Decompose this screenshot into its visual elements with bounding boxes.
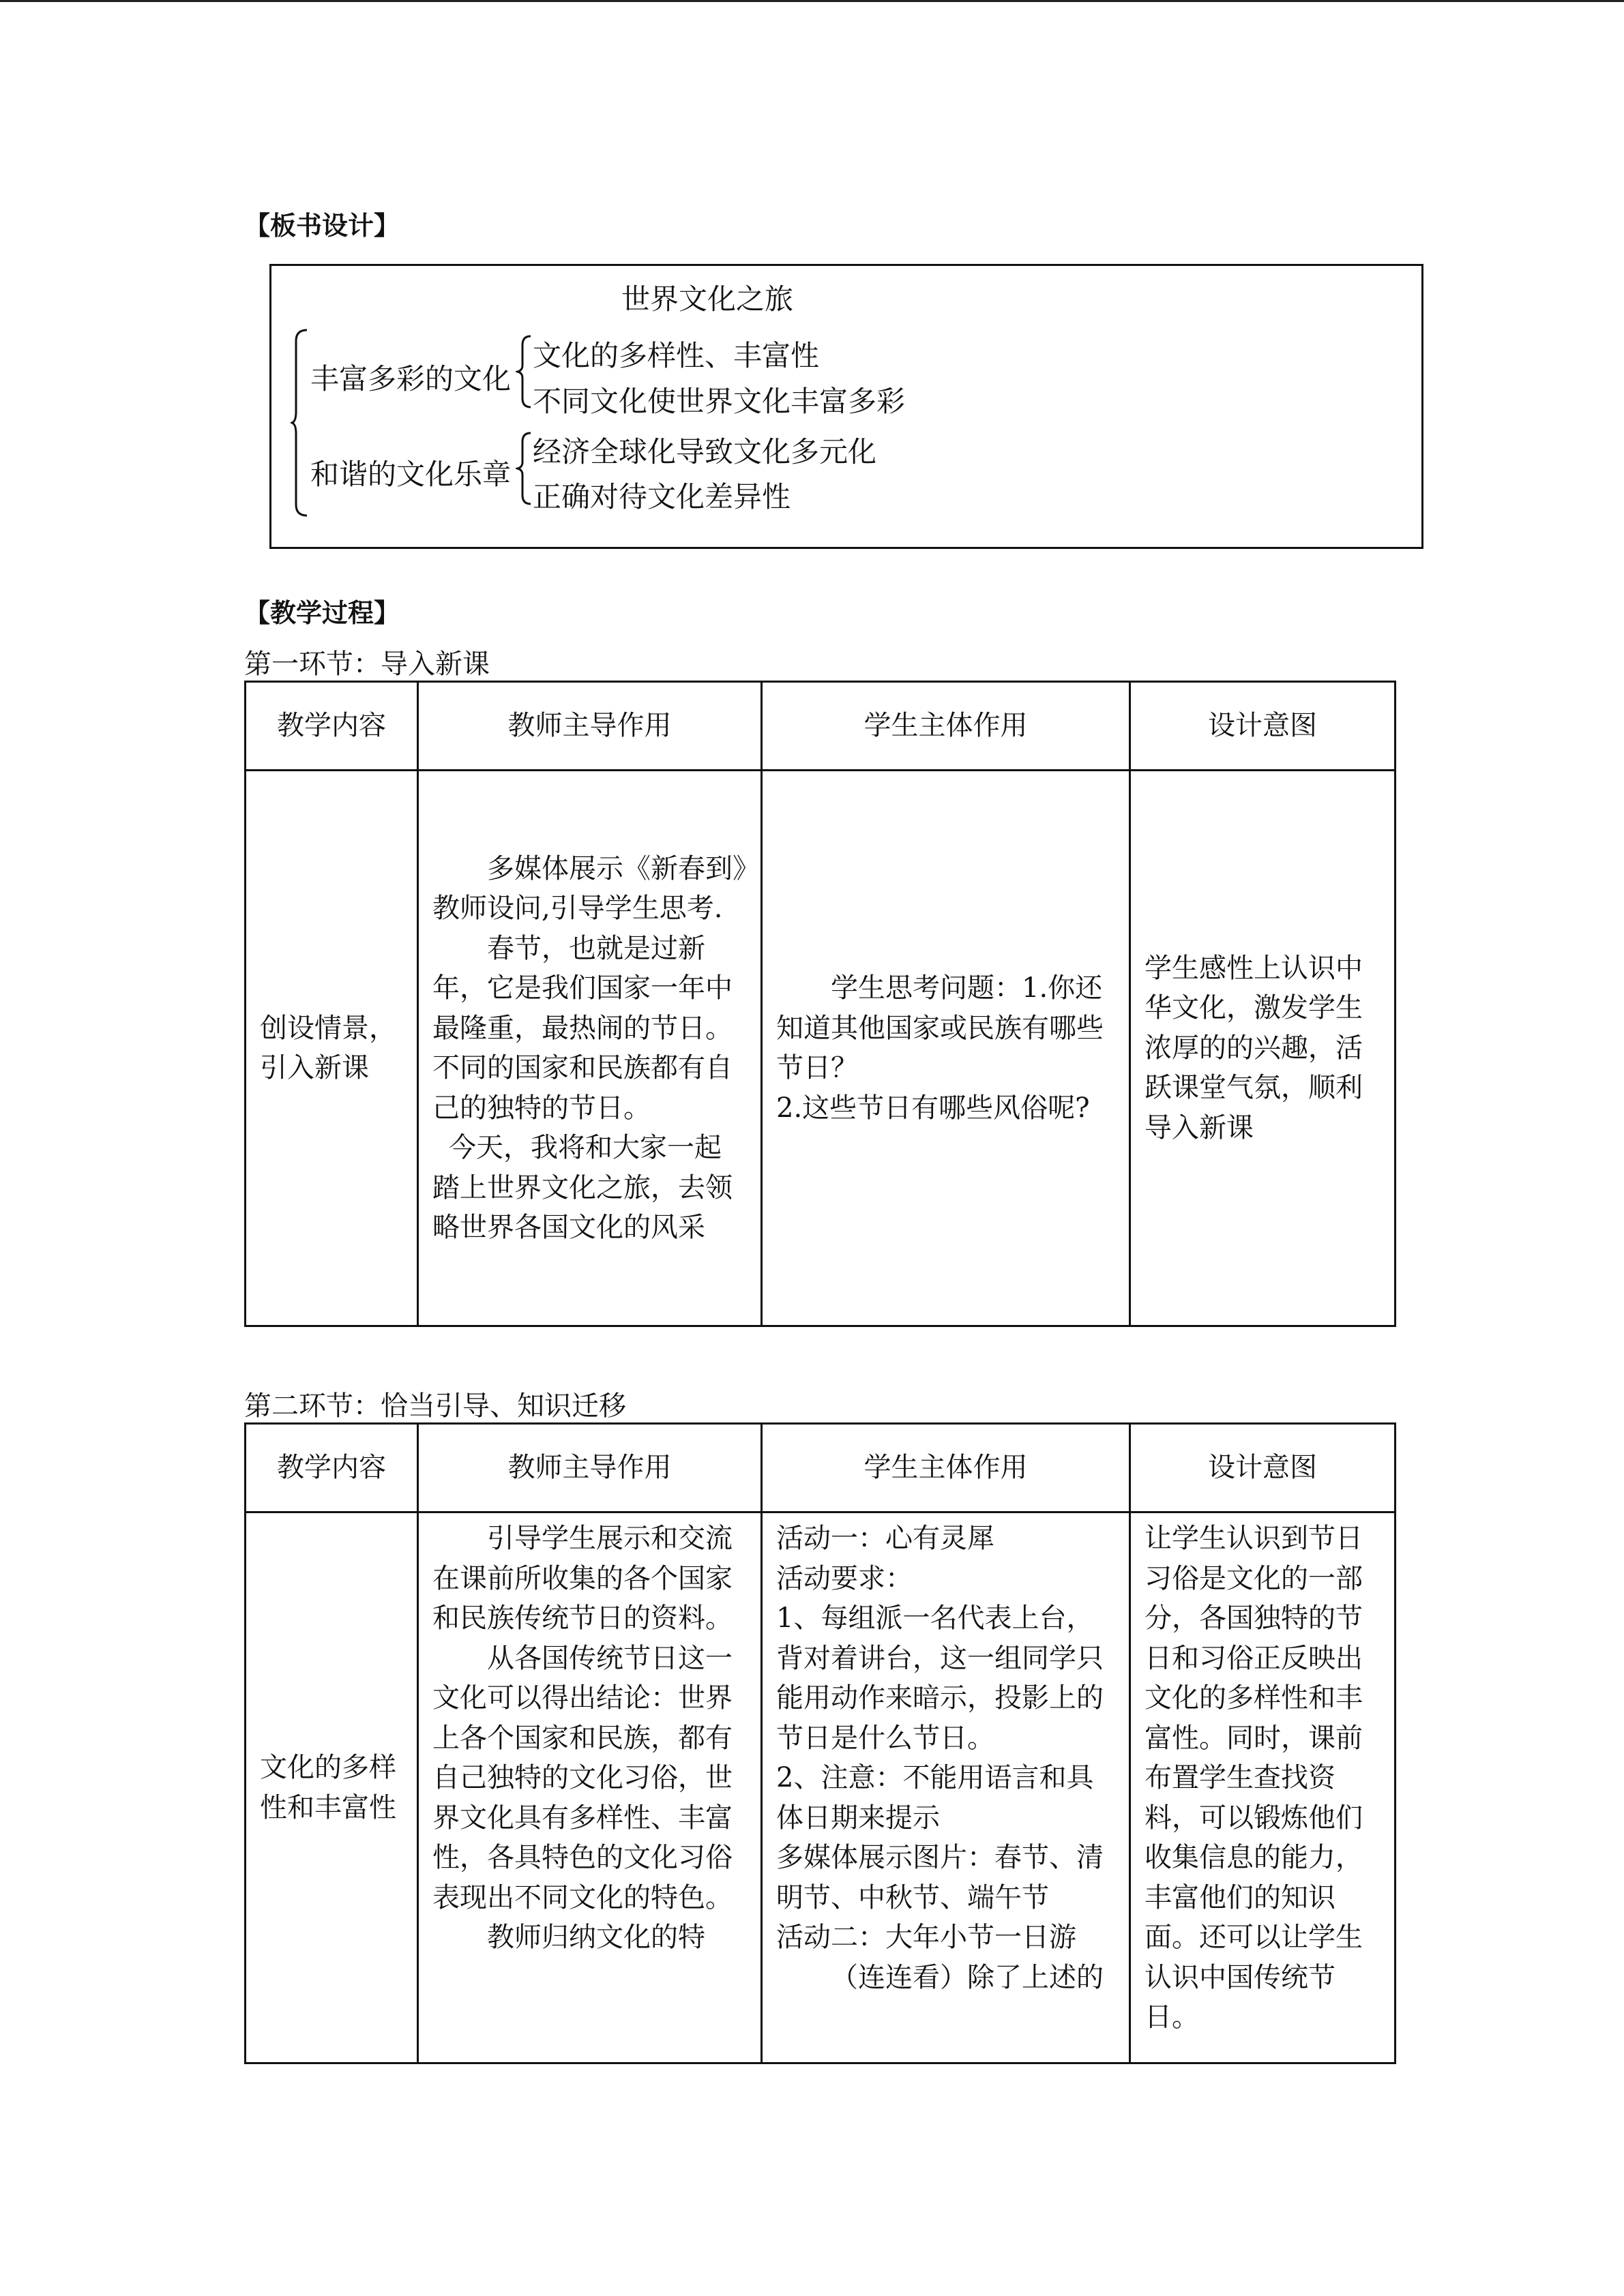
stage2-content-cell: 文化的多样性和丰富性 (246, 1512, 418, 2063)
stage1-teacher-para-3: 今天，我将和大家一起踏上世界文化之旅，去领略世界各国文化的风采 (432, 1132, 733, 1243)
stage2-student-line-1: 活动一：心有灵犀 (776, 1523, 994, 1554)
stage1-intent-cell: 学生感性上认识中华文化，激发学生浓厚的的兴趣，活跃课堂气氛，顺利导入新课 (1130, 771, 1396, 1326)
branch1-item-2: 不同文化使世界文化丰富多彩 (533, 385, 906, 418)
table-header-row (246, 682, 1396, 771)
branch2-label: 和谐的文化乐章 (310, 458, 512, 491)
stage2-teacher-cell (418, 1512, 762, 2063)
branch2-brace-icon (516, 431, 533, 506)
process-heading: 【教学过程】 (244, 598, 400, 628)
header-teacher: 教师主导作用 (418, 1424, 762, 1512)
board-design-box (269, 264, 1423, 549)
board-title: 世界文化之旅 (621, 282, 794, 316)
stage2-teacher-para-1: 引导学生展示和交流在课前所收集的各个国家和民族传统节日的资料。 (432, 1523, 733, 1634)
stage1-content-cell: 创设情景，引入新课 (246, 771, 418, 1326)
header-student: 学生主体作用 (762, 682, 1130, 771)
header-content: 教学内容 (246, 682, 418, 771)
stage2-student-line-4: 2、注意：不能用语言和具体日期来提示 (776, 1762, 1094, 1834)
stage1-student-cell (762, 771, 1130, 1326)
table-row (246, 771, 1396, 1326)
branch2-item-1: 经济全球化导致文化多元化 (533, 435, 877, 468)
header-intent: 设计意图 (1130, 1424, 1396, 1512)
header-content: 教学内容 (246, 1424, 418, 1512)
stage1-table (244, 681, 1396, 1327)
stage1-student-para-1: 学生思考问题：1.你还知道其他国家或民族有哪些节日？ (776, 972, 1104, 1084)
header-teacher: 教师主导作用 (418, 682, 762, 771)
stage2-teacher-para-3: 教师归纳文化的特 (487, 1922, 705, 1953)
board-design-heading: 【板书设计】 (244, 211, 400, 241)
stage2-student-cell (762, 1512, 1130, 2063)
stage1-student-para-2: 2.这些节日有哪些风俗呢? (776, 1092, 1090, 1124)
outer-brace-icon (291, 327, 311, 518)
stage2-student-line-3: 1、每组派一名代表上台，背对着讲台，这一组同学只能用动作来暗示，投影上的节日是什么节日。 (776, 1602, 1104, 1754)
branch1-brace-icon (516, 334, 533, 409)
stage2-table (244, 1422, 1396, 2064)
stage2-student-line-6: 活动二：大年小节一日游 (776, 1922, 1076, 1953)
stage2-student-line-5: 多媒体展示图片：春节、清明节、中秋节、端午节 (776, 1842, 1104, 1913)
table-row (246, 1512, 1396, 2063)
page-top-border (0, 0, 1624, 2)
stage1-title: 第一环节：导入新课 (244, 648, 490, 680)
header-student: 学生主体作用 (762, 1424, 1130, 1512)
table-header-row (246, 1424, 1396, 1512)
stage2-teacher-para-2: 从各国传统节日这一文化可以得出结论：世界上各个国家和民族，都有自己独特的文化习俗，世界文化具有多样性、丰富性，各具特色的文化习俗表现出不同文化的特色。 (432, 1642, 733, 1913)
stage1-teacher-para-1: 多媒体展示《新春到》教师设问,引导学生思考. (432, 852, 746, 924)
stage2-student-line-2: 活动要求： (776, 1562, 913, 1594)
stage2-student-line-7: （连连看）除了上述的 (831, 1961, 1104, 1993)
stage2-intent-cell: 让学生认识到节日习俗是文化的一部分，各国独特的节日和习俗正反映出文化的多样性和丰富性。同时，课前布置学生查找资料，可以锻炼他们收集信息的能力，丰富他们的知识面。还可以让学生认识中国传统节日。 (1130, 1512, 1396, 2063)
branch1-item-1: 文化的多样性、丰富性 (533, 339, 820, 372)
stage2-title: 第二环节：恰当引导、知识迁移 (244, 1390, 626, 1422)
branch2-item-2: 正确对待文化差异性 (533, 480, 791, 513)
header-intent: 设计意图 (1130, 682, 1396, 771)
stage1-teacher-para-2: 春节，也就是过新年，它是我们国家一年中最隆重，最热闹的节日。不同的国家和民族都有自己的独特的节日。 (432, 932, 733, 1124)
branch1-label: 丰富多彩的文化 (310, 362, 512, 396)
stage1-teacher-cell (418, 771, 762, 1326)
